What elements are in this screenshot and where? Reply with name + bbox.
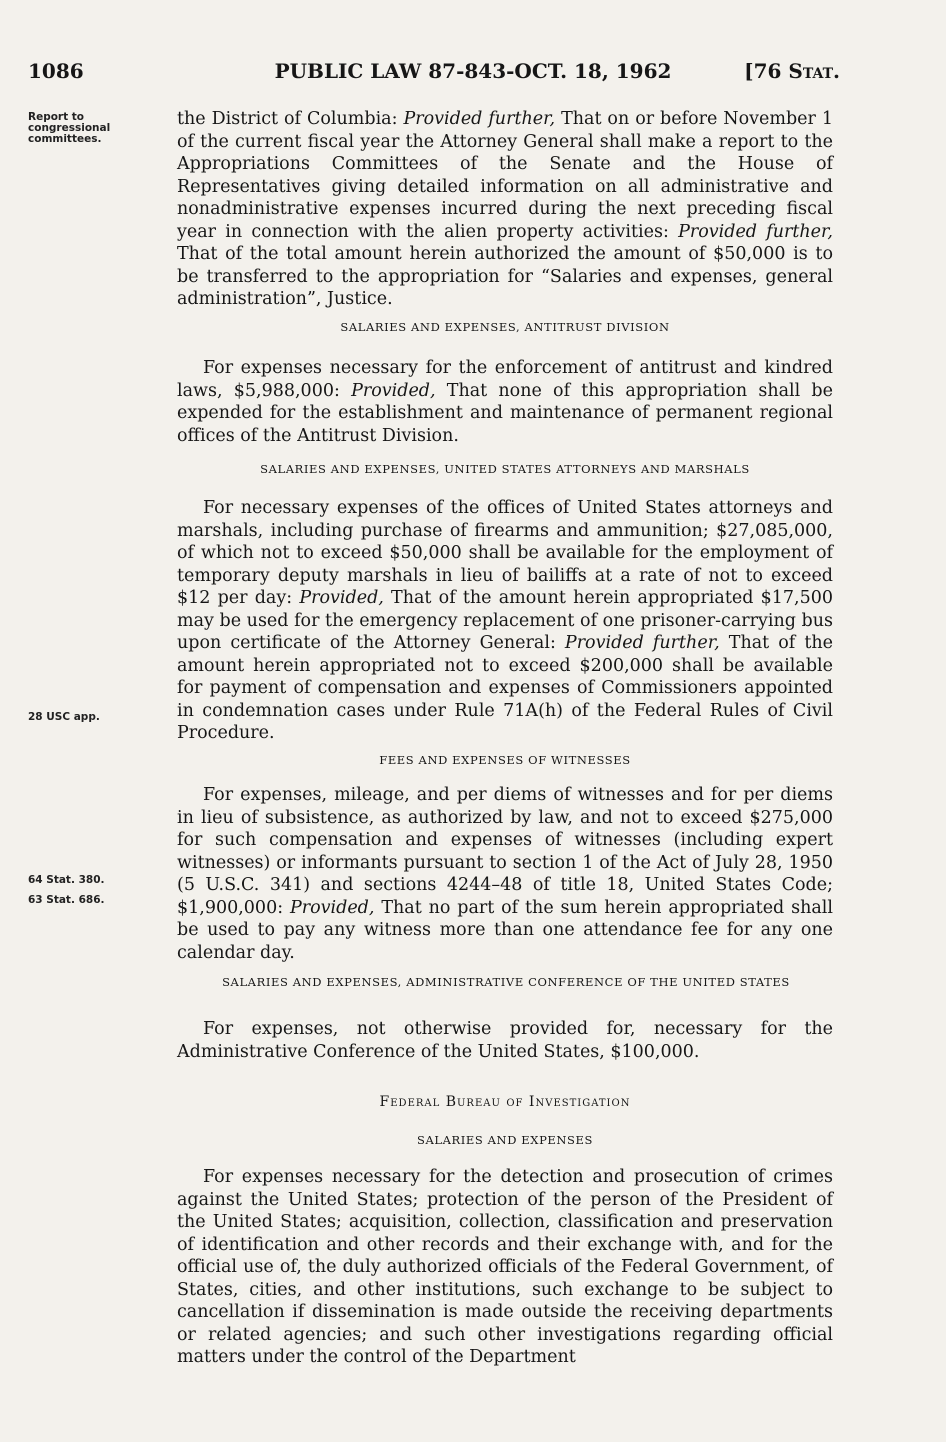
heading-administrative-conference: SALARIES AND EXPENSES, ADMINISTRATIVE CONFERENCE OF THE UNITED STATES [222,975,790,989]
page-number: 1086 [28,59,84,83]
margin-note-report: Report to congressional committees. [28,111,111,145]
paragraph-antitrust: For expenses necessary for the enforcement of antitrust and kindred laws, $5,988,000: Provided, That none of this appropriation shall be expended for the establishment and maintenance of permanent regional offices of the Antitrust Division. [177,358,833,446]
paragraph-administrative-conference: For expenses, not otherwise provided for, necessary for the Administrative Conference of the United States, $100,000. [177,1019,833,1062]
statute-reference: [76 Stat. [744,59,840,83]
page-title: PUBLIC LAW 87-843-OCT. 18, 1962 [274,59,672,83]
paragraph-witnesses: For expenses, mileage, and per diems of witnesses and for per diems in lieu of subsistence, as authorized by law, and not to exceed $275,000 for such compensation and expenses of witnesses (including expert witnesses) or informants pursuant to section 1 of the Act of July 28, 1950 (5 U.S.C. 341) and sections 4244–48 of title 18, United States Code; $1,900,000: Provided, That no part of the sum herein appropriated shall be used to pay any witness more than one attendance fee for any one calendar day. [177,785,833,963]
heading-attorneys-marshals: SALARIES AND EXPENSES, UNITED STATES ATTORNEYS AND MARSHALS [260,462,750,476]
margin-note-usc: 28 USC app. [28,711,100,723]
margin-note-stat-686: 63 Stat. 686. [28,894,105,906]
paragraph-fbi: For expenses necessary for the detection and prosecution of crimes against the United States; protection of the person of the President of the United States; acquisition, collection, classification and preservation of identification and other records and their exchange with, and for the official use of, the duly authorized officials of the Federal Government, of States, cities, and other institutions, such exchange to be subject to cancellation if dissemination is made outside the receiving departments or related agencies; and such other investigations regarding official matters under the control of the Department [177,1167,833,1367]
heading-witnesses: FEES AND EXPENSES OF WITNESSES [379,753,631,767]
paragraph-alien-property: the District of Columbia: Provided further, That on or before November 1 of the current fiscal year the Attorney General shall make a report to the Appropriations Committees of the Senate and the House of Representatives giving detailed information on all administrative and nonadministrative expenses incurred during the next preceding fiscal year in connection with the alien property activities: Provided further, That of the total amount herein authorized the amount of $50,000 is to be transferred to the appropriation for “Salaries and expenses, general administration”, Justice. [177,109,833,309]
margin-note-stat-380: 64 Stat. 380. [28,874,105,886]
heading-fbi-salaries: SALARIES AND EXPENSES [416,1133,594,1147]
paragraph-attorneys-marshals: For necessary expenses of the offices of United States attorneys and marshals, including purchase of firearms and ammunition; $27,085,000, of which not to exceed $50,000 shall be available for the employment of temporary deputy marshals in lieu of bailiffs at a rate of not to exceed $12 per day: Provided, That of the amount herein appropriated $17,500 may be used for the emergency replacement of one prisoner-carrying bus upon certificate of the Attorney General: Provided further, That of the amount herein appropriated not to exceed $200,000 shall be available for payment of compensation and expenses of Commissioners appointed in condemnation cases under Rule 71A(h) of the Federal Rules of Civil Procedure. [177,498,834,743]
heading-fbi: Federal Bureau of Investigation [379,1094,631,1110]
heading-antitrust: SALARIES AND EXPENSES, ANTITRUST DIVISION [340,320,670,334]
